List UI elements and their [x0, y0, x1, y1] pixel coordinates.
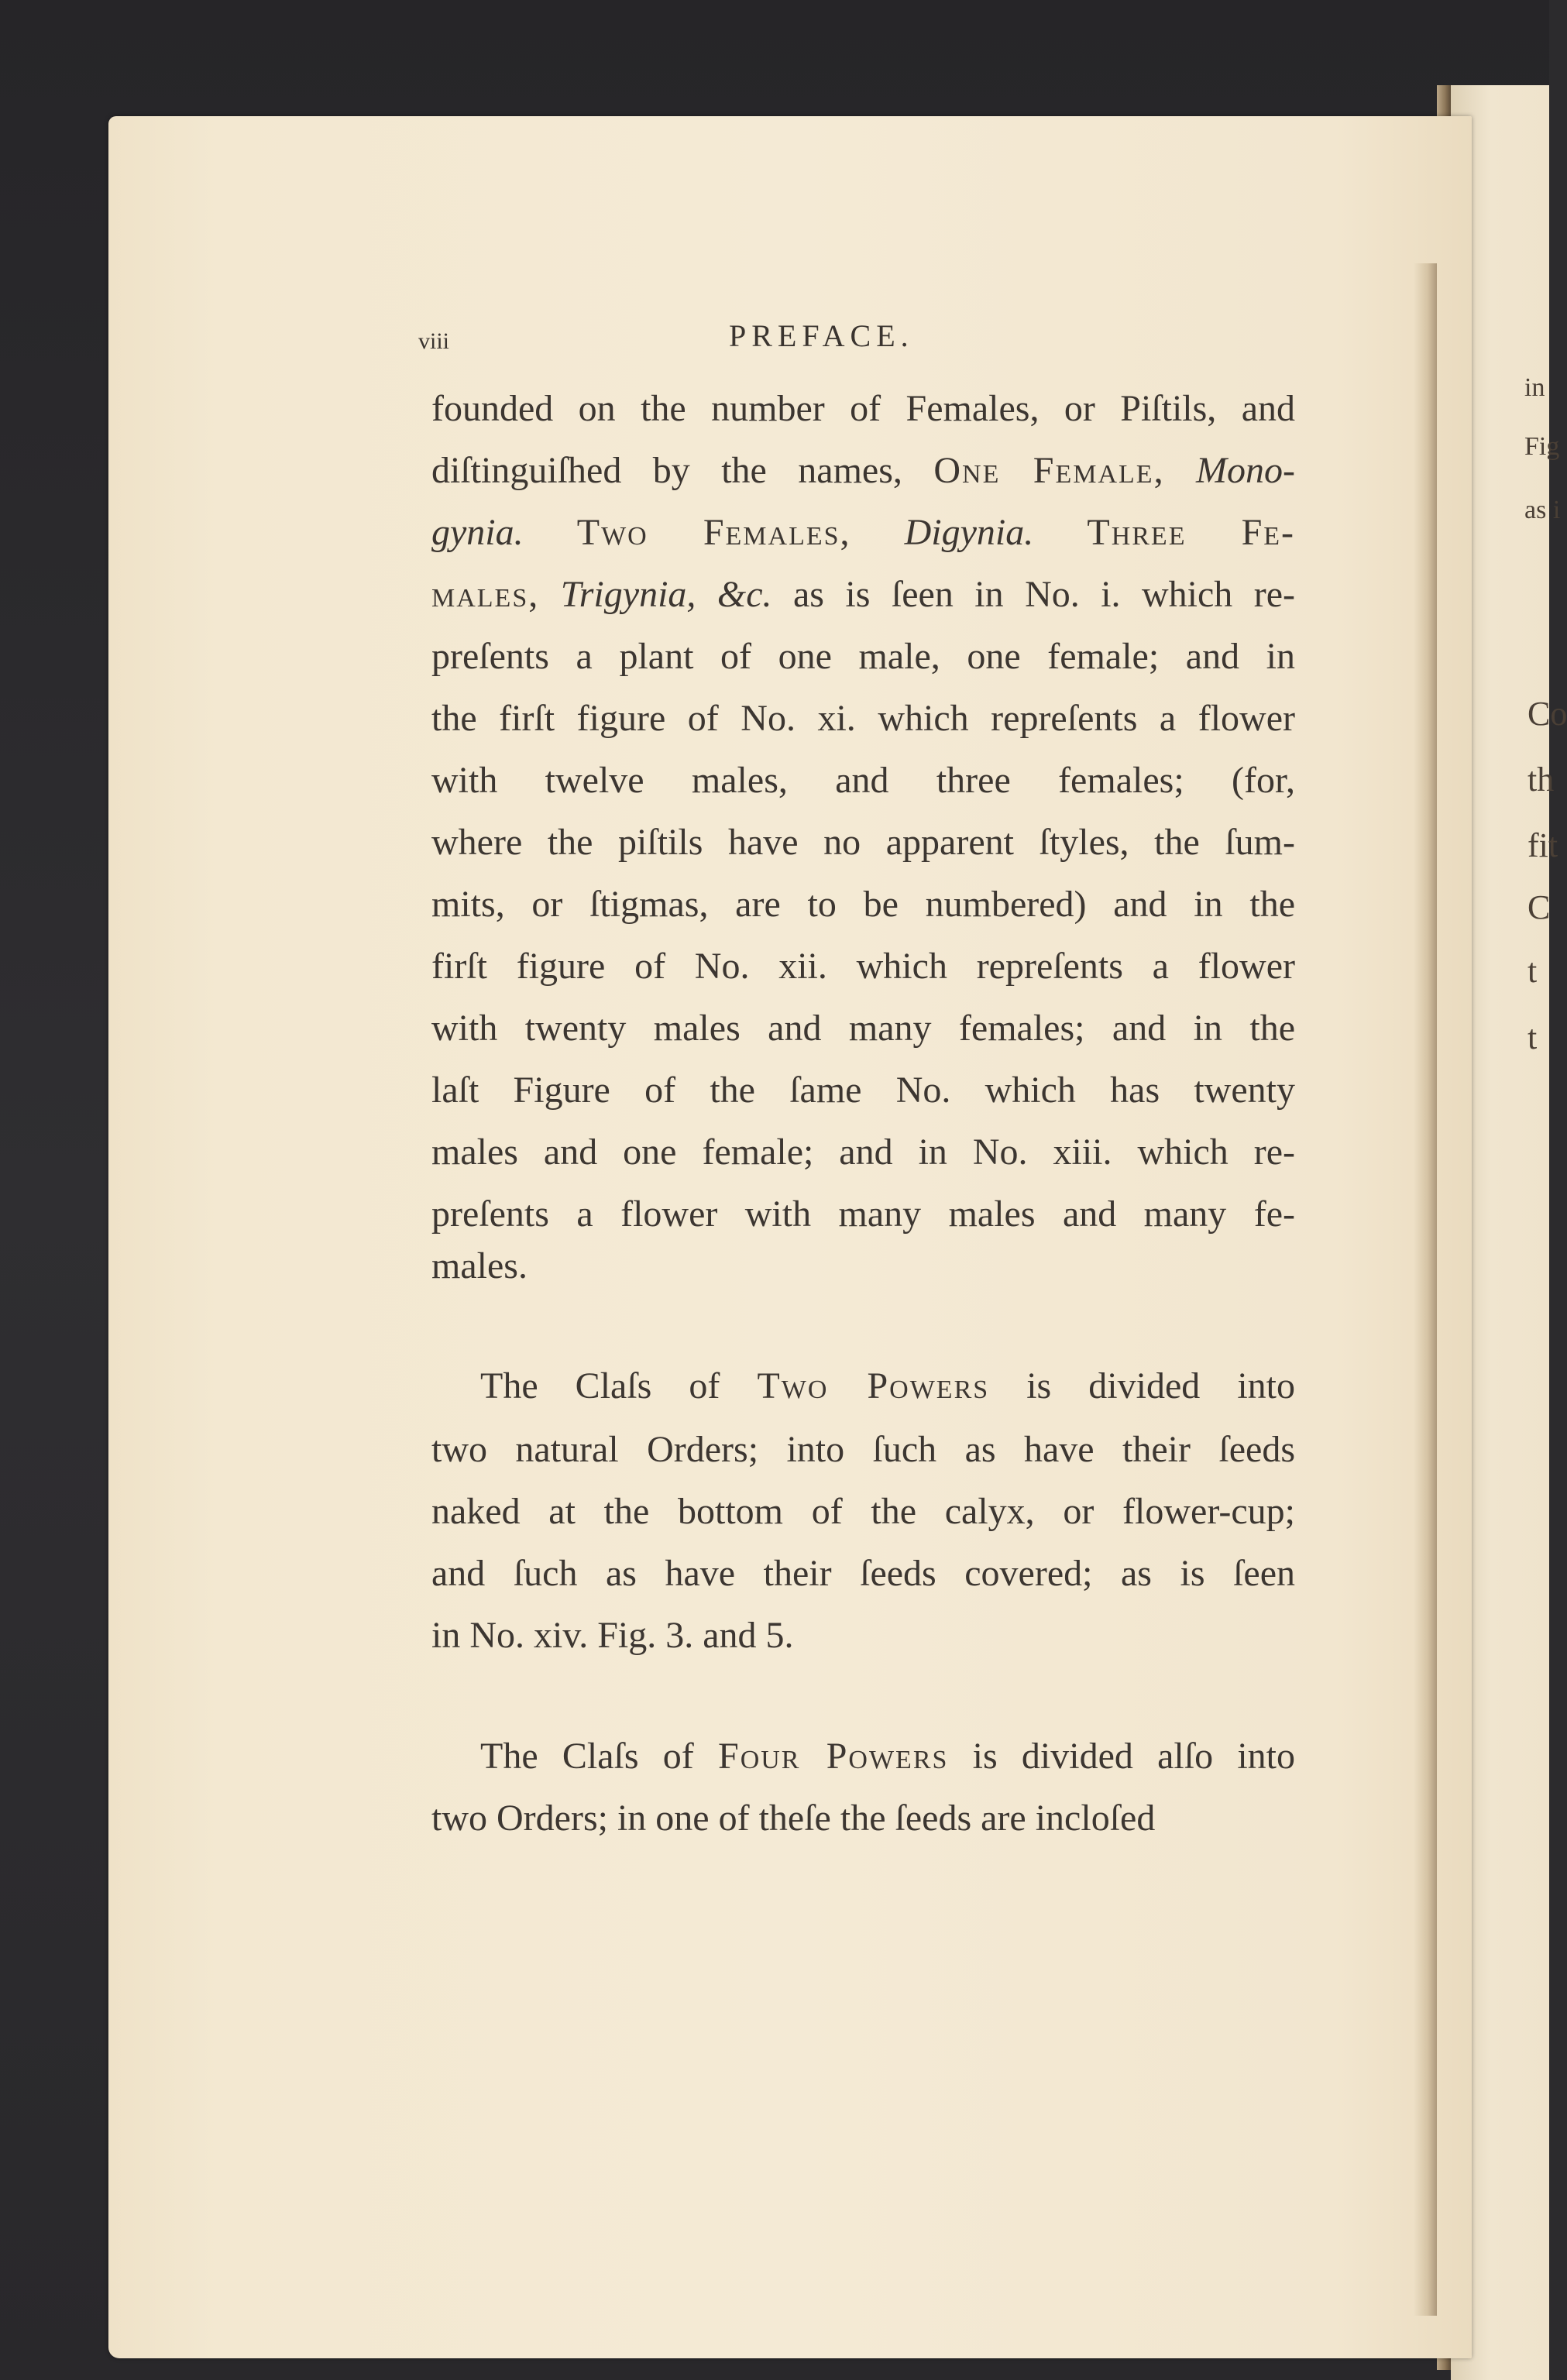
text-line: males and one female; and in No. xiii. which re- [431, 1132, 1295, 1173]
text-line: with twenty males and many females; and in the [431, 1008, 1295, 1049]
text-line: founded on the number of Females, or Piſtils, and [431, 388, 1295, 429]
running-head: PREFACE. [729, 318, 914, 353]
text-line: The Claſs of Two Powers is divided into [480, 1365, 1295, 1406]
facing-page-fragment: t [1527, 1018, 1538, 1056]
facing-page-fragment: C [1527, 888, 1551, 926]
facing-page-fragment: Co [1527, 695, 1567, 733]
text-line: males, Trigynia, &c. as is ſeen in No. i. which re- [431, 574, 1296, 615]
text-line: mits, or ſtigmas, are to be numbered) and in the [431, 884, 1295, 925]
text-line: laſt Figure of the ſame No. which has twenty [431, 1070, 1295, 1111]
text-line: firſt figure of No. xii. which repreſents a flower [431, 946, 1295, 987]
text-line: naked at the bottom of the calyx, or flower-cup; [431, 1491, 1295, 1532]
text-line: preſents a flower with many males and many fe- [431, 1193, 1295, 1235]
facing-page-fragment: th [1527, 761, 1555, 798]
facing-page-fragment: fit [1527, 826, 1558, 864]
facing-page-fragment: t [1527, 952, 1538, 990]
facing-page-fragment: Fig [1524, 432, 1560, 461]
page-number: viii [418, 328, 450, 354]
text-line: males. [431, 1245, 527, 1286]
text-line: diſtinguiſhed by the names, One Female, Mono- [431, 450, 1295, 491]
facing-page-fragment: as i [1524, 496, 1561, 524]
text-line: two natural Orders; into ſuch as have their ſeeds [431, 1429, 1295, 1470]
text-line: gynia. Two Females, Digynia. Three Fe- [431, 512, 1296, 553]
text-line: the firſt figure of No. xi. which repreſents a flower [431, 698, 1295, 739]
text-line: two Orders; in one of theſe the ſeeds are incloſed [431, 1798, 1156, 1839]
text-line: where the piſtils have no apparent ſtyles, the ſum- [431, 822, 1295, 863]
text-line: preſents a plant of one male, one female; and in [431, 636, 1295, 677]
facing-page-fragment: in [1524, 373, 1545, 402]
text-line: and ſuch as have their ſeeds covered; as is ſeen [431, 1553, 1295, 1594]
text-line: with twelve males, and three females; (for, [431, 760, 1295, 801]
page-edge-shadow [1414, 263, 1437, 2316]
text-line: in No. xiv. Fig. 3. and 5. [431, 1615, 794, 1656]
text-line: The Claſs of Four Powers is divided alſo into [480, 1736, 1296, 1777]
